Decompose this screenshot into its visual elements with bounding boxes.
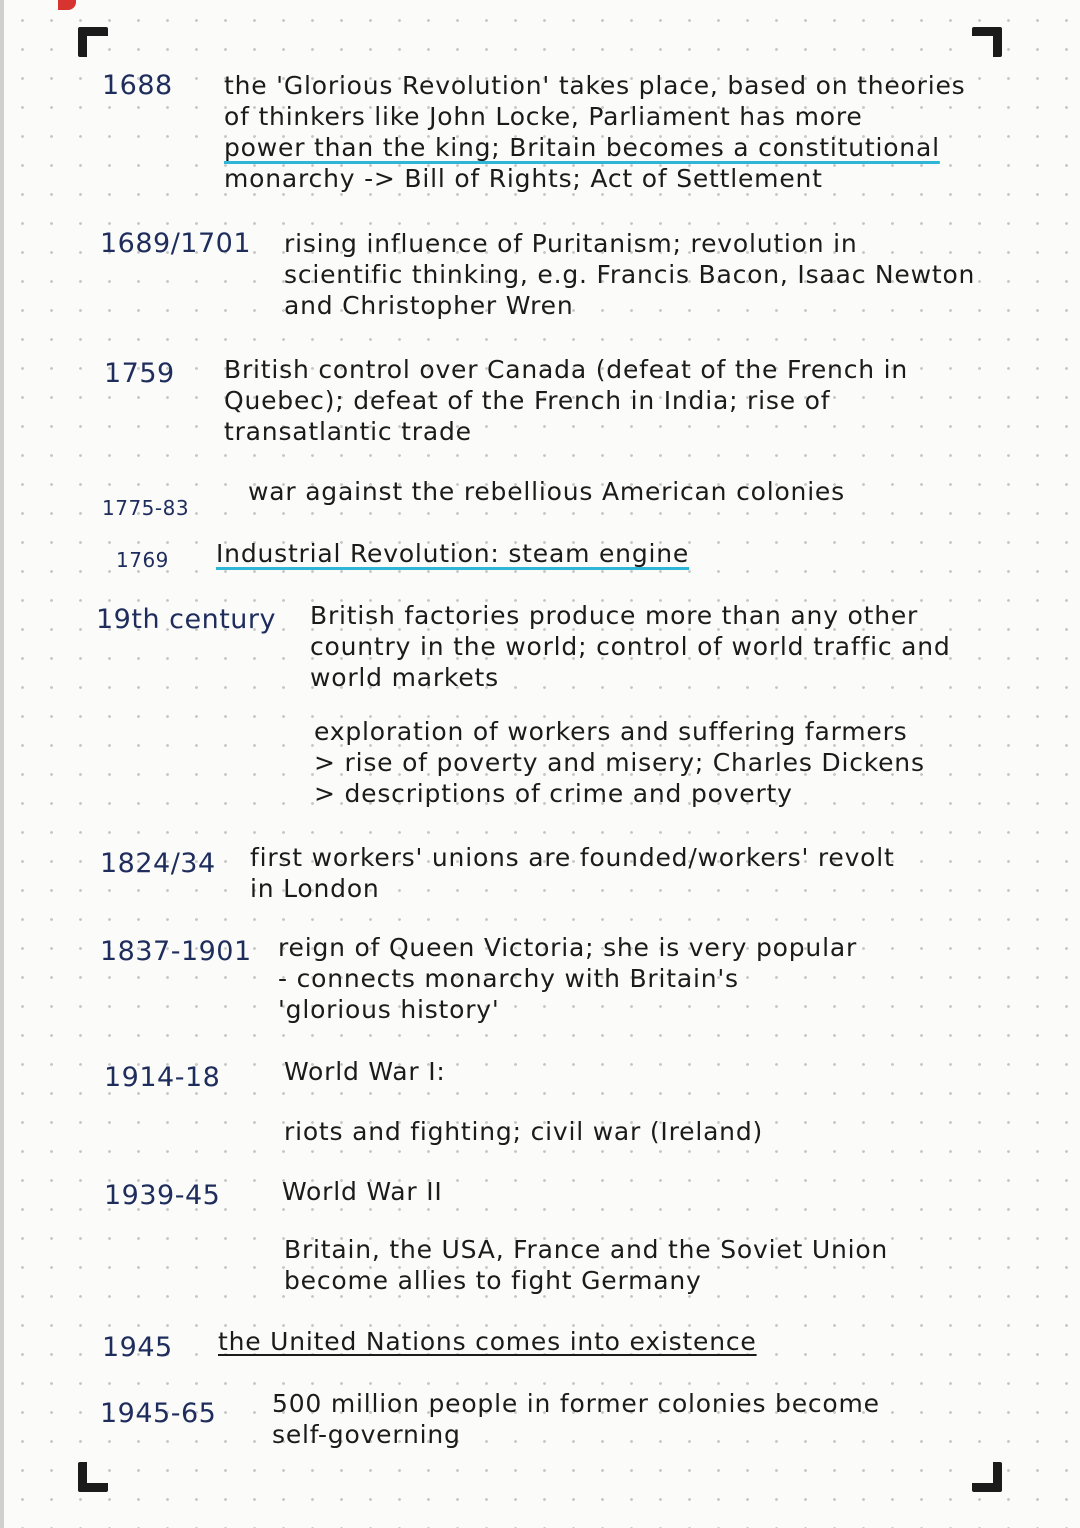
text-line: monarchy -> Bill of Rights; Act of Settlement — [224, 164, 823, 193]
text-line-underlined: the United Nations comes into existence — [218, 1327, 757, 1356]
text-line: > rise of poverty and misery; Charles Dickens — [314, 748, 925, 777]
entry-year: 19th century — [96, 604, 276, 635]
entry-year: 1914-18 — [104, 1062, 221, 1093]
corner-marker-top-left-icon — [78, 27, 108, 57]
text-line: World War II — [282, 1177, 443, 1206]
entry-text — [216, 538, 689, 569]
corner-marker-bottom-left-icon — [78, 1462, 108, 1492]
text-line: and Christopher Wren — [284, 291, 574, 320]
text-line: exploration of workers and suffering farmers — [314, 717, 908, 746]
text-line: of thinkers like John Locke, Parliament has more — [224, 102, 863, 131]
page-left-edge — [0, 0, 4, 1528]
entry-year: 1775-83 — [102, 496, 190, 520]
entry-text — [310, 600, 951, 693]
entry-year: 1824/34 — [100, 848, 216, 879]
entry-text — [284, 228, 975, 321]
entry-text — [248, 476, 845, 507]
entry-year: 1688 — [102, 70, 173, 101]
text-line-highlighted: Industrial Revolution: steam engine — [216, 539, 690, 568]
text-line: Quebec); defeat of the French in India; rise of — [224, 386, 831, 415]
text-line: reign of Queen Victoria; she is very popular — [278, 933, 858, 962]
entry-text — [282, 1176, 443, 1207]
red-corner-mark — [58, 0, 76, 10]
text-line: scientific thinking, e.g. Francis Bacon, Isaac Newton — [284, 260, 976, 289]
text-line: world markets — [310, 663, 499, 692]
corner-marker-top-right-icon — [972, 27, 1002, 57]
text-line: British control over Canada (defeat of the French in — [224, 355, 909, 384]
text-line: country in the world; control of world traffic and — [310, 632, 951, 661]
text-line-highlighted: power than the king; Britain becomes a constitutional — [224, 133, 940, 162]
text-line: the 'Glorious Revolution' takes place, based on theories — [224, 71, 966, 100]
text-line: self-governing — [272, 1420, 461, 1449]
entry-text — [224, 70, 965, 194]
text-line: > descriptions of crime and poverty — [314, 779, 793, 808]
text-line: first workers' unions are founded/workers' revolt — [250, 843, 895, 872]
text-line: Britain, the USA, France and the Soviet Union — [284, 1235, 889, 1264]
entry-year: 1945-65 — [100, 1398, 217, 1429]
entry-text — [278, 932, 857, 1025]
entry-text — [284, 1056, 446, 1087]
text-line: rising influence of Puritanism; revolution in — [284, 229, 858, 258]
entry-text — [218, 1326, 757, 1357]
text-line: World War I: — [284, 1057, 446, 1086]
entry-text — [272, 1388, 880, 1450]
entry-year: 1939-45 — [104, 1180, 221, 1211]
text-line: become allies to fight Germany — [284, 1266, 702, 1295]
text-line: 'glorious history' — [278, 995, 500, 1024]
text-line: British factories produce more than any other — [310, 601, 919, 630]
text-line: - connects monarchy with Britain's — [278, 964, 739, 993]
corner-marker-bottom-right-icon — [972, 1462, 1002, 1492]
entry-year: 1945 — [102, 1332, 173, 1363]
entry-text — [224, 354, 908, 447]
text-line: transatlantic trade — [224, 417, 472, 446]
entry-text — [284, 1116, 763, 1147]
entry-text — [250, 842, 895, 904]
entry-year: 1837-1901 — [100, 936, 252, 967]
entry-text — [284, 1234, 888, 1296]
entry-year: 1759 — [104, 358, 175, 389]
text-line: 500 million people in former colonies become — [272, 1389, 880, 1418]
text-line: in London — [250, 874, 380, 903]
text-line: war against the rebellious American colonies — [248, 477, 845, 506]
entry-year: 1769 — [116, 548, 169, 572]
text-line: riots and fighting; civil war (Ireland) — [284, 1117, 764, 1146]
entry-text — [314, 716, 925, 809]
entry-year: 1689/1701 — [100, 228, 252, 259]
